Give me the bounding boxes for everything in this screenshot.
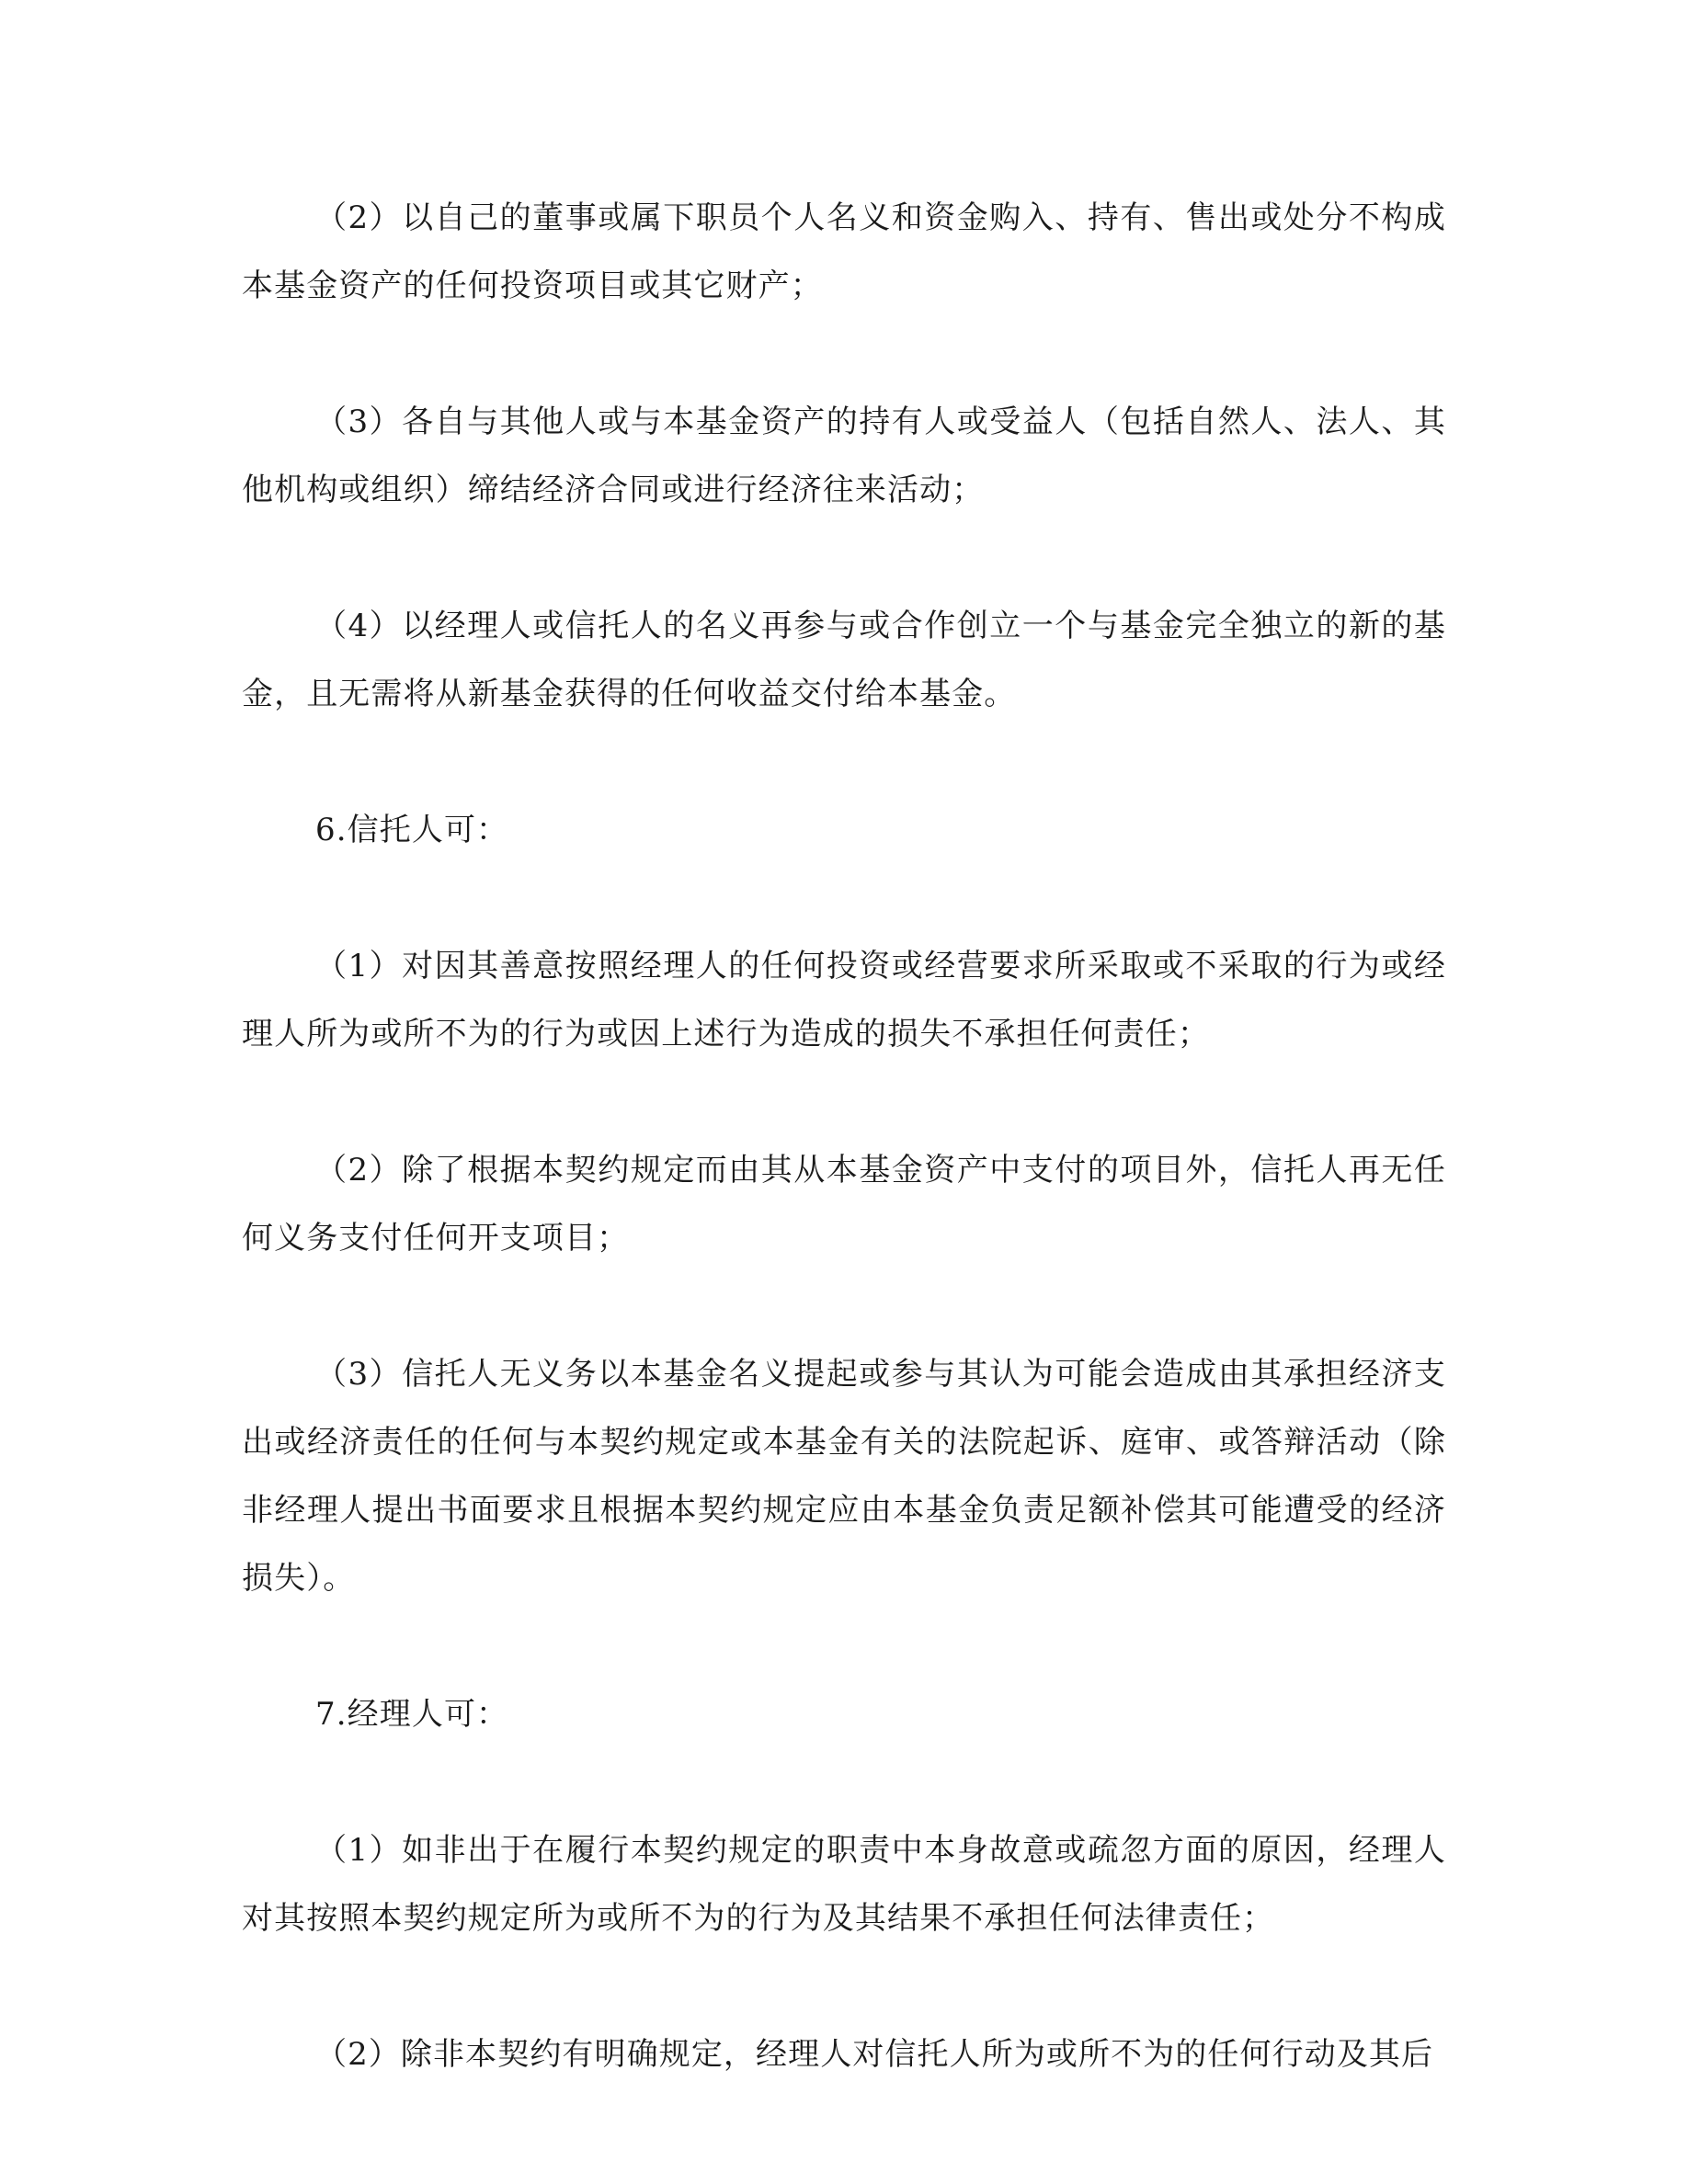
section-6-item-3: （3）信托人无义务以本基金名义提起或参与其认为可能会造成由其承担经济支出或经济责任的任何与本契约规定或本基金有关的法院起诉、庭审、或答辩活动（除非经理人提出书面要求且根据本契约规定应由本基金负责足额补偿其可能遭受的经济损失）。: [242, 1356, 1446, 1597]
section-6-heading: 6.信托人可：: [315, 812, 509, 848]
section-6-item-2: （2）除了根据本契约规定而由其从本基金资产中支付的项目外，信托人再无任何义务支付任何开支项目；: [242, 1152, 1446, 1257]
document-body: [242, 184, 1446, 2156]
clause-2-own-name-investment: （2）以自己的董事或属下职员个人名义和资金购入、持有、售出或处分不构成本基金资产的任何投资项目或其它财产；: [242, 199, 1446, 304]
clause-4-new-fund: （4）以经理人或信托人的名义再参与或合作创立一个与基金完全独立的新的基金，且无需将从新基金获得的任何收益交付给本基金。: [242, 608, 1446, 712]
section-6-item-1: （1）对因其善意按照经理人的任何投资或经营要求所采取或不采取的行为或经理人所为或所不为的行为或因上述行为造成的损失不承担任何责任；: [242, 948, 1446, 1052]
section-7-item-2: （2）除非本契约有明确规定，经理人对信托人所为或所不为的任何行动及其后: [315, 2036, 1434, 2073]
clause-3-contracts-with-others: （3）各自与其他人或与本基金资产的持有人或受益人（包括自然人、法人、其他机构或组织）缔结经济合同或进行经济往来活动；: [242, 404, 1446, 508]
section-7-item-1: （1）如非出于在履行本契约规定的职责中本身故意或疏忽方面的原因，经理人对其按照本契约规定所为或所不为的行为及其结果不承担任何法律责任；: [242, 1832, 1446, 1937]
section-7-heading: 7.经理人可：: [315, 1696, 509, 1733]
